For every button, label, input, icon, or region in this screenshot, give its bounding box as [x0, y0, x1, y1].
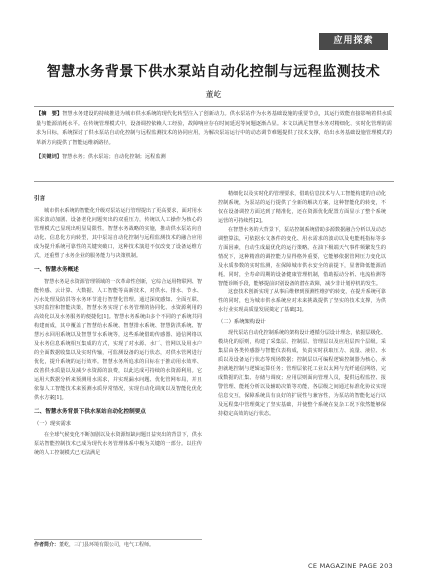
page-footer: CE MAGAZINE PAGE 203: [308, 562, 393, 570]
body-paragraph: 在智慧水务的大背景下，泵站控制系统借助多源数据融合分析以及动态调整算法，可依据水文条件的变化、用水需求的波动以及电能耗指标等多方面因素，自动生成最优化的运行策略。在油下极端天气事件频繁发生的情况下，这种精准的调控能力显得格外重要，它能够依据管网压力变化以及水质参数的实时监测，在保障城市供水安全的前提下，显著降低能源消耗。同时，全寿命周期的设备健康管理机制，借助振动分析、电流检测等智能诊断手段，能够提前识别设备的潜在故障，减少非计划停机的发生。: [218, 226, 386, 287]
abstract: [36, 110, 392, 148]
section-heading: 引言: [34, 196, 46, 202]
body-paragraph: 在全球气候变化不断加剧以及水资源短缺问题日益突出的背景下，供水泵站智能控制技术已成为现代水务管理体系中极为关键的一部分。以往传统的人工控制模式已无法满足: [34, 431, 202, 456]
body-paragraph: 精细化以及实时化的管理要求，借助信息技术与人工智能构建的自动化控制系统，为泵站的运行提供了全新的解决方案，这种智能化的转变，不仅在设备调控方面达到了精准化，还在资源优化配置方面显示了整个系统运营的可持续性[2]。: [218, 191, 386, 224]
footnote-text: 董屹，三门县环境有限公司，电气工程师。: [59, 542, 155, 548]
article-author: 董屹: [205, 90, 222, 99]
abstract-text: 智慧水务建设的持续推进为城市供水系统的现代化转型注入了创新动力。供水泵站作为水务基础设施的重要节点，其运行效能直接影响着供水质量与能源消耗水平。在传统管理模式中，设备调控依赖人工经验，故障响应存在时间延迟等问题逐渐凸显。本文以满足智慧水务对精细化、实时化管理的需求为目标，系统探讨了供水泵站自动化控制与远程监测技术的协同应用，为解决泵站运行中的动态调节难题提供了技术支撑，给出水务基础设施管理模式的革新方向提供了智能运维新路径。: [36, 111, 392, 146]
footnote-divider: [34, 539, 202, 540]
body-column-left: [34, 190, 202, 458]
body-paragraph: 这套技术创新实现了从事后维修到预测性维护的转变，在提升系统可靠性的同时，也为城市供水系统应对未来挑战提供了坚实的技术支撑，为供水行业实现高质量发展奠定了基础[3]。: [218, 289, 386, 314]
body-column-right: [218, 190, 386, 419]
body-paragraph: 现代泵站自动化控制系统的架构设计遵循分层设计理念，依据层级化、模块化的原则，构建了采集层、控制层、管理层以及应用层四个层级。采集层由各类传感器与智能仪表构成，负责实时获取压力、流量、液位、水质以及设备运行状态等现场数据；控制层以可编程逻辑控制器为核心，承担就地控制与逻辑运算任务；管理层依托工业以太网与光纤通信网络，完成数据的汇集、存储与调度；应用层则面向管理人员，提供远程监控、报警管理、能耗分析以及辅助决策等功能，各层级之间通过标准化协议实现信息交互，保障系统具有良好的扩展性与兼容性，为泵站的智能化运行以及远程集中管理奠定了坚实基础，并使整个系统在复杂工况下依然能够保持稳定高效的运行状态。: [218, 330, 386, 417]
section-heading: 一、智慧水务概述: [34, 266, 79, 273]
footnote-label: 作者简介：: [34, 542, 60, 548]
abstract-label: 【摘 要】: [36, 111, 63, 117]
section-tag: 应用探索: [319, 33, 388, 50]
keywords-label: 【关键词】: [36, 154, 62, 160]
keywords-text: 智慧水务；供水泵站；自动化控制；远程监测: [61, 154, 166, 160]
author-footnote: [34, 541, 234, 548]
body-paragraph: 城市供水系统的智能化升级对泵站运行管理提出了更高要求，面对用水需求波动加剧、设备老化问题突出的双重压力，传统以人工操作为核心的管理模式已显现出明显局限性。智慧水务战略的实施，推动供水泵站向自动化、信息化方向转型，其中泵站自动化控制与远程监测技术的融合应用成为提升系统可靠性的关键突破口，这种技术演进不仅改变了设备运维方式，还重塑了水务企业的服务能力与决策机制。: [34, 207, 202, 259]
section-heading: 二、智慧水务背景下供水泵站自动化控制要点: [34, 408, 146, 415]
keywords: [36, 153, 392, 162]
article-title: 智慧水务背景下供水泵站自动化控制与远程监测技术: [46, 64, 381, 80]
section-heading: （一）现实需求: [34, 420, 72, 427]
body-paragraph: 智慧水务是水资源管理领域的一次革命性创新，它综合运用物联网、智能传感、云计算、大数据、人工智能等高新技术，对供水、排水、节水、污水处理及防洪等水务环节进行智慧化管理。通过深度感知、全面互联、实时监控和智能决策，智慧水务实现了水务管理的协同化、水资源利用的高效化以及水务服务的便捷化[1]。智慧水务系统由多个不同的子系统共同构建而成，其中覆盖了智慧给水系统、智慧排水系统、智慧防洪系统、智慧污水回用系统以及智慧节水系统等，这些系统借助传感器、通信网络以及水务信息系统相互集成的方式，实现了对水源、水厂、管网以及用水户的全面数据收集以及实时传输，可监测设备的运行状态，对供水管网进行优化，提升系统的运行效率。智慧水务所追求的目标在于推动用水效率、改善供水质量以及减少水资源的浪费，以此达成可持续的水资源利用。它运用大数据分析来预测用水需求，并实现漏水问题、优化管网布局，并且依靠人工智能技术来预测水质异常情况，实现自动化调度以及智能化优化供水方案[1]。: [34, 278, 202, 402]
section-heading: （二）系统架构设计: [218, 319, 266, 326]
